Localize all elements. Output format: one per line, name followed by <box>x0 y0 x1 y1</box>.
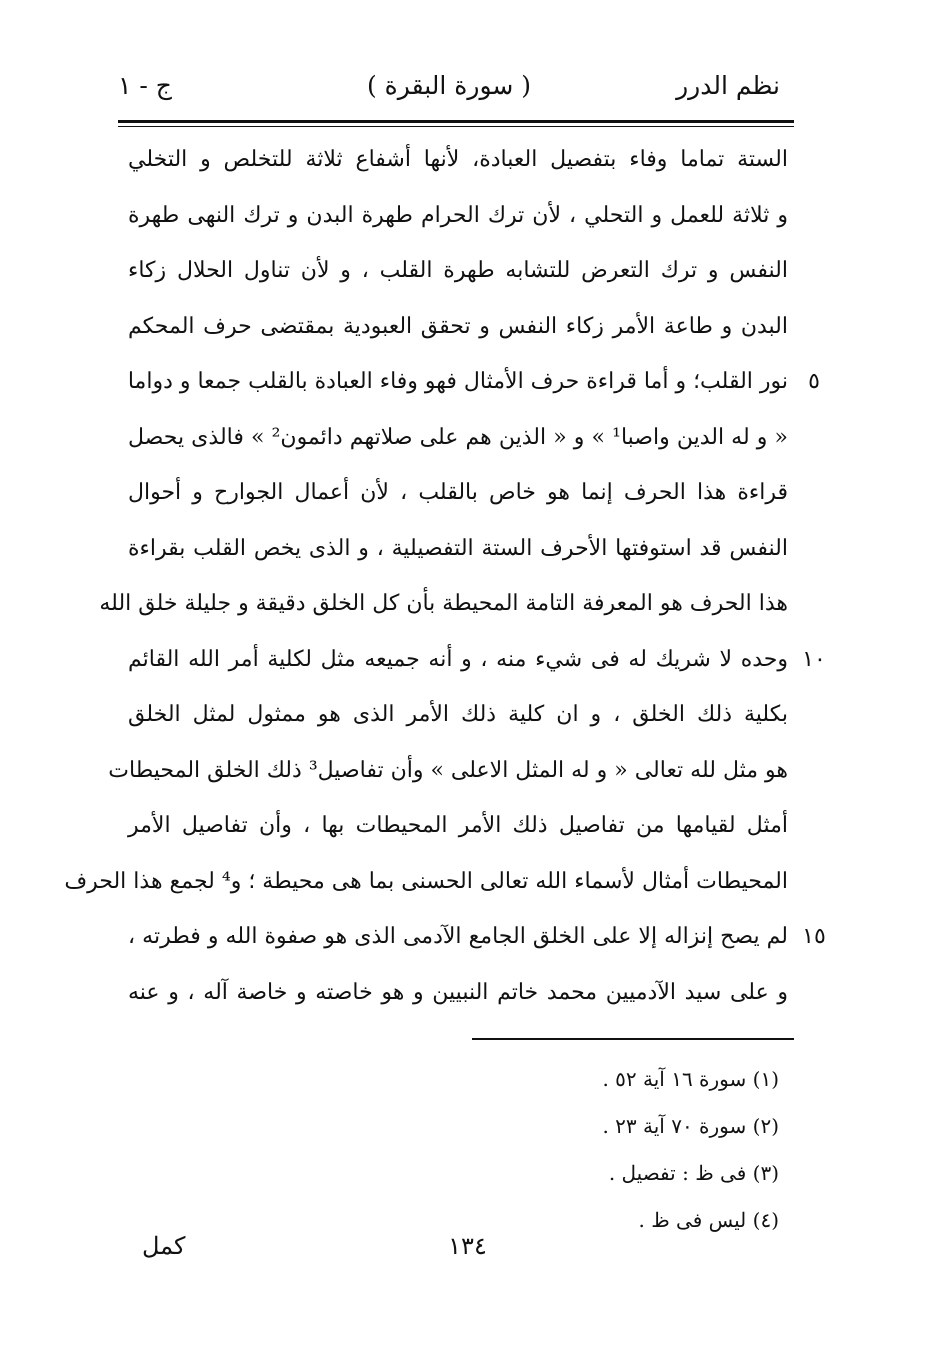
page-number: ١٣٤ <box>448 1232 487 1260</box>
line-number: ١٥ <box>802 924 826 949</box>
footnote: (٢) سورة ٧٠ آية ٢٣ . <box>602 1114 779 1138</box>
footnote: (٤) ليس فى ظ . <box>638 1208 779 1232</box>
line-number: ٥ <box>808 369 820 394</box>
text-line: هذا الحرف هو المعرفة التامة المحيطة بأن كل الخلق دقيقة و جليلة خلق الله <box>99 591 788 616</box>
text-line: أمثل لقيامها من تفاصيل ذلك الأمر المحيطات بها ، وأن تفاصيل الأمر <box>128 813 788 838</box>
text-line: هو مثل لله تعالى « و له المثل الاعلى » وأن تفاصيل³ ذلك الخلق المحيطات <box>108 757 788 783</box>
header-rule-thin <box>118 126 794 127</box>
footnote-separator <box>472 1038 794 1040</box>
main-text <box>64 132 826 1020</box>
line-number: ١٠ <box>802 646 826 672</box>
text-line: الستة تماما وفاء بتفصيل العبادة، لأنها أشفاع ثلاثة للتخلص و التخلي <box>128 147 788 172</box>
volume-label: ج - ١ <box>118 71 172 100</box>
footnote: (٣) فى ظ : تفصيل . <box>608 1161 779 1185</box>
text-line: البدن و طاعة الأمر زكاء النفس و تحقق العبودية بمقتضى حرف المحكم <box>128 313 788 339</box>
header-rule-thick <box>118 120 794 123</box>
text-line: النفس قد استوفتها الأحرف الستة التفصيلية ، و الذى يخص القلب بقراءة <box>128 535 788 561</box>
text-line: النفس و ترك التعرض للتشابه طهرة القلب ، و لأن تناول الحلال زكاء <box>128 258 788 283</box>
surah-title: ( سورة البقرة ) <box>366 71 532 100</box>
text-line: و على سيد الآدميين محمد خاتم النبيين و هو خاصته و خاصة آله ، و عنه <box>128 979 788 1005</box>
text-line: « و له الدين واصبا¹ » و « الذين هم على صلاتهم دائمون² » فالذى يحصل <box>128 424 789 450</box>
book-title: نظم الدرر <box>676 71 780 100</box>
running-header <box>118 66 780 110</box>
text-line: قراءة هذا الحرف إنما هو خاص بالقلب ، لأن أعمال الجوارح و أحوال <box>128 480 788 505</box>
text-line: نور القلب؛ و أما قراءة حرف الأمثال فهو وفاء العبادة بالقلب جمعا و دواما ٥ <box>128 354 788 410</box>
footnote: (١) سورة ١٦ آية ٥٢ . <box>602 1067 779 1091</box>
footnotes <box>602 1056 779 1244</box>
text-line: لم يصح إنزاله إلا على الخلق الجامع الآدمى الذى هو صفوة الله و فطرته ، ١٥ <box>128 909 788 965</box>
text-line: المحيطات أمثال لأسماء الله تعالى الحسنى بما هى محيطة ؛ و⁴ لجمع هذا الحرف <box>64 868 788 894</box>
text-line: و ثلاثة للعمل و التحلي ، لأن ترك الحرام طهرة البدن و ترك النهى طهرة <box>128 202 788 228</box>
text-line: وحده لا شريك له فى شيء منه ، و أنه جميعه مثل لكلية أمر الله القائم ١٠ <box>128 632 788 688</box>
text-line: بكلية ذلك الخلق ، و ان كلية ذلك الأمر الذى هو ممثول لمثل الخلق <box>128 702 788 727</box>
catchword: كمل <box>142 1232 186 1260</box>
